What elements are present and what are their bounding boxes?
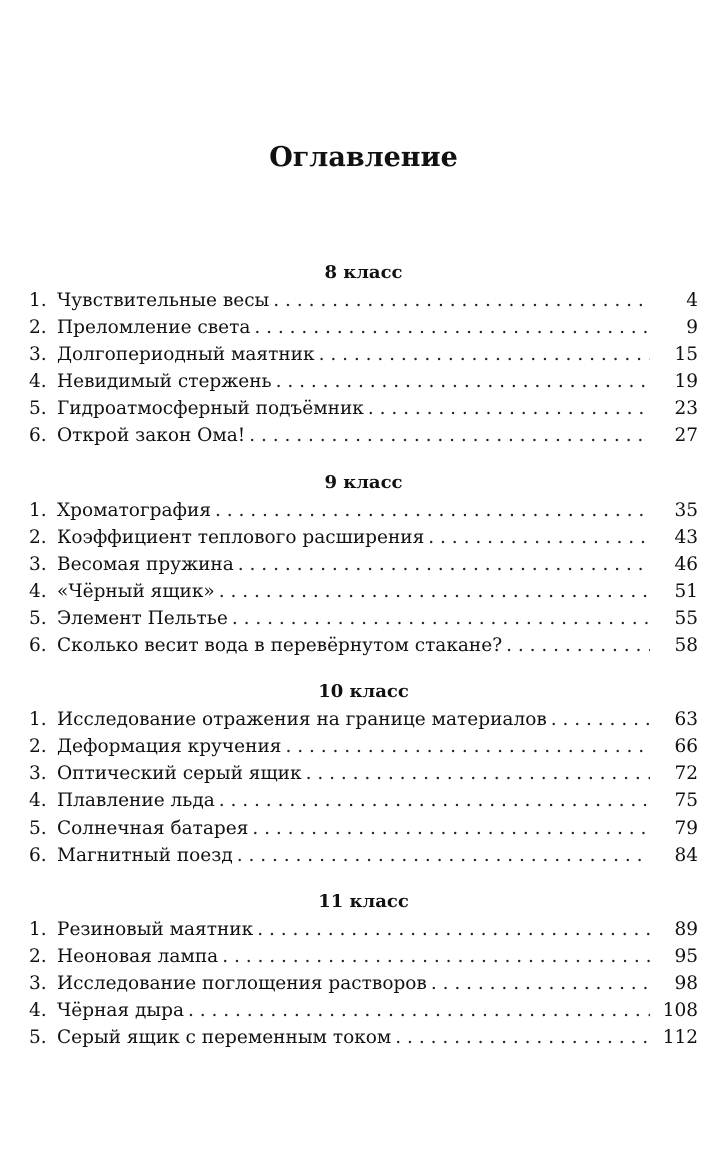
dot-leader (431, 970, 650, 997)
dot-leader (551, 706, 650, 733)
entry-title: Резиновый маятник (57, 918, 254, 940)
entry-number: 3. (29, 972, 47, 994)
toc-entry[interactable] (29, 578, 698, 605)
entry-number: 1. (29, 499, 47, 521)
entry-page-number: 84 (674, 844, 698, 866)
entry-number: 2. (29, 317, 47, 339)
dot-leader (254, 314, 650, 341)
dot-leader (215, 497, 650, 524)
toc-entry[interactable] (29, 943, 698, 970)
entry-page-number: 66 (674, 736, 698, 758)
entry-number: 6. (29, 635, 47, 657)
entry-page-number: 19 (674, 371, 698, 393)
entry-title: Хроматография (57, 499, 211, 521)
entry-page-number: 55 (674, 607, 698, 629)
entry-number: 5. (29, 607, 47, 629)
entry-title: Открой закон Ома! (57, 425, 246, 447)
toc-entry[interactable] (29, 1024, 698, 1051)
toc-section-2 (29, 469, 698, 660)
entry-page-number: 43 (674, 526, 698, 548)
entry-page-number: 112 (662, 1027, 698, 1049)
entry-page-number: 72 (674, 763, 698, 785)
dot-leader (319, 341, 650, 368)
entry-page-number: 63 (674, 709, 698, 731)
entry-number: 4. (29, 790, 47, 812)
toc-entry[interactable] (29, 815, 698, 842)
section-entries (29, 916, 698, 1051)
entry-number: 3. (29, 763, 47, 785)
toc-entry[interactable] (29, 368, 698, 395)
toc-entry[interactable] (29, 395, 698, 422)
entry-page-number: 58 (674, 635, 698, 657)
toc-section-4 (29, 888, 698, 1051)
toc-entry[interactable] (29, 551, 698, 578)
entry-title: Элемент Пельтье (57, 607, 228, 629)
dot-leader (188, 997, 650, 1024)
entry-number: 4. (29, 371, 47, 393)
toc-entry[interactable] (29, 842, 698, 869)
entry-page-number: 98 (674, 972, 698, 994)
entry-page-number: 15 (674, 344, 698, 366)
toc-entry[interactable] (29, 760, 698, 787)
toc-entry[interactable] (29, 916, 698, 943)
toc-entry[interactable] (29, 497, 698, 524)
entry-number: 3. (29, 344, 47, 366)
section-entries (29, 497, 698, 660)
dot-leader (237, 842, 650, 869)
entry-title: Сколько весит вода в перевёрнутом стакане? (57, 635, 503, 657)
entry-number: 6. (29, 844, 47, 866)
dot-leader (395, 1024, 650, 1051)
section-heading: 8 класс (324, 262, 403, 283)
toc-section-3 (29, 678, 698, 869)
entry-page-number: 23 (674, 398, 698, 420)
entry-number: 5. (29, 817, 47, 839)
dot-leader (238, 551, 650, 578)
section-heading: 11 класс (318, 890, 409, 912)
dot-leader (306, 760, 650, 787)
dot-leader (232, 605, 650, 632)
entry-title: Неоновая лампа (57, 945, 219, 967)
entry-title: Деформация кручения (57, 736, 282, 758)
entry-number: 5. (29, 398, 47, 420)
toc-entry[interactable] (29, 422, 698, 449)
toc-entry[interactable] (29, 341, 698, 368)
section-heading: 10 класс (318, 681, 409, 703)
dot-leader (249, 422, 650, 449)
toc-section-1 (29, 259, 698, 450)
entry-page-number: 79 (674, 817, 698, 839)
entry-title: Исследование отражения на границе материалов (57, 709, 547, 731)
entry-title: «Чёрный ящик» (57, 580, 215, 602)
entry-number: 1. (29, 709, 47, 731)
entry-number: 2. (29, 736, 47, 758)
section-entries (29, 706, 698, 869)
toc-entry[interactable] (29, 733, 698, 760)
entry-number: 1. (29, 290, 47, 311)
entry-page-number: 95 (674, 945, 698, 967)
entry-title: Магнитный поезд (57, 844, 233, 866)
entry-page-number: 89 (674, 918, 698, 940)
entry-number: 6. (29, 425, 47, 447)
entry-page-number: 9 (686, 317, 698, 339)
entry-number: 1. (29, 918, 47, 940)
entry-page-number: 46 (674, 553, 698, 575)
toc-entry[interactable] (29, 314, 698, 341)
dot-leader (368, 395, 650, 422)
entry-number: 4. (29, 999, 47, 1021)
entry-title: Плавление льда (57, 790, 215, 812)
entry-title: Оптический серый ящик (57, 763, 302, 785)
entry-title: Гидроатмосферный подъёмник (57, 398, 364, 420)
toc-entry[interactable] (29, 287, 698, 314)
entry-number: 4. (29, 580, 47, 602)
dot-leader (285, 733, 650, 760)
entry-title: Весомая пружина (57, 553, 234, 575)
entry-page-number: 75 (674, 790, 698, 812)
entry-title: Исследование поглощения растворов (57, 972, 427, 994)
entry-title: Чувствительные весы (57, 290, 270, 311)
dot-leader (252, 815, 650, 842)
entry-page-number: 51 (674, 580, 698, 602)
dot-leader (219, 578, 650, 605)
toc-entry[interactable] (29, 632, 698, 659)
toc-entry[interactable] (29, 970, 698, 997)
dot-leader (257, 916, 650, 943)
entry-title: Коэффициент теплового расширения (57, 526, 425, 548)
entry-page-number: 35 (674, 499, 698, 521)
toc-entry[interactable] (29, 787, 698, 814)
toc-entry[interactable] (29, 605, 698, 632)
entry-title: Невидимый стержень (57, 371, 272, 393)
toc-entry[interactable] (29, 706, 698, 733)
entry-title: Преломление света (57, 317, 251, 339)
section-entries (29, 287, 698, 450)
entry-title: Долгопериодный маятник (57, 344, 315, 366)
entry-number: 2. (29, 945, 47, 967)
entry-number: 5. (29, 1027, 47, 1049)
entry-page-number: 108 (662, 999, 698, 1021)
entry-title: Серый ящик с переменным током (57, 1027, 392, 1049)
dot-leader (428, 524, 650, 551)
page-title: Оглавление (269, 142, 458, 173)
entry-page-number: 4 (686, 290, 698, 311)
dot-leader (506, 632, 650, 659)
entry-title: Чёрная дыра (57, 999, 184, 1021)
dot-leader (276, 368, 650, 395)
toc-entry[interactable] (29, 524, 698, 551)
dot-leader (222, 943, 650, 970)
toc-entry[interactable] (29, 997, 698, 1024)
entry-title: Солнечная батарея (57, 817, 249, 839)
entry-number: 2. (29, 526, 47, 548)
section-heading: 9 класс (324, 471, 403, 493)
dot-leader (219, 787, 650, 814)
entry-page-number: 27 (674, 425, 698, 447)
dot-leader (273, 287, 650, 314)
table-of-contents (29, 259, 698, 1070)
entry-number: 3. (29, 553, 47, 575)
